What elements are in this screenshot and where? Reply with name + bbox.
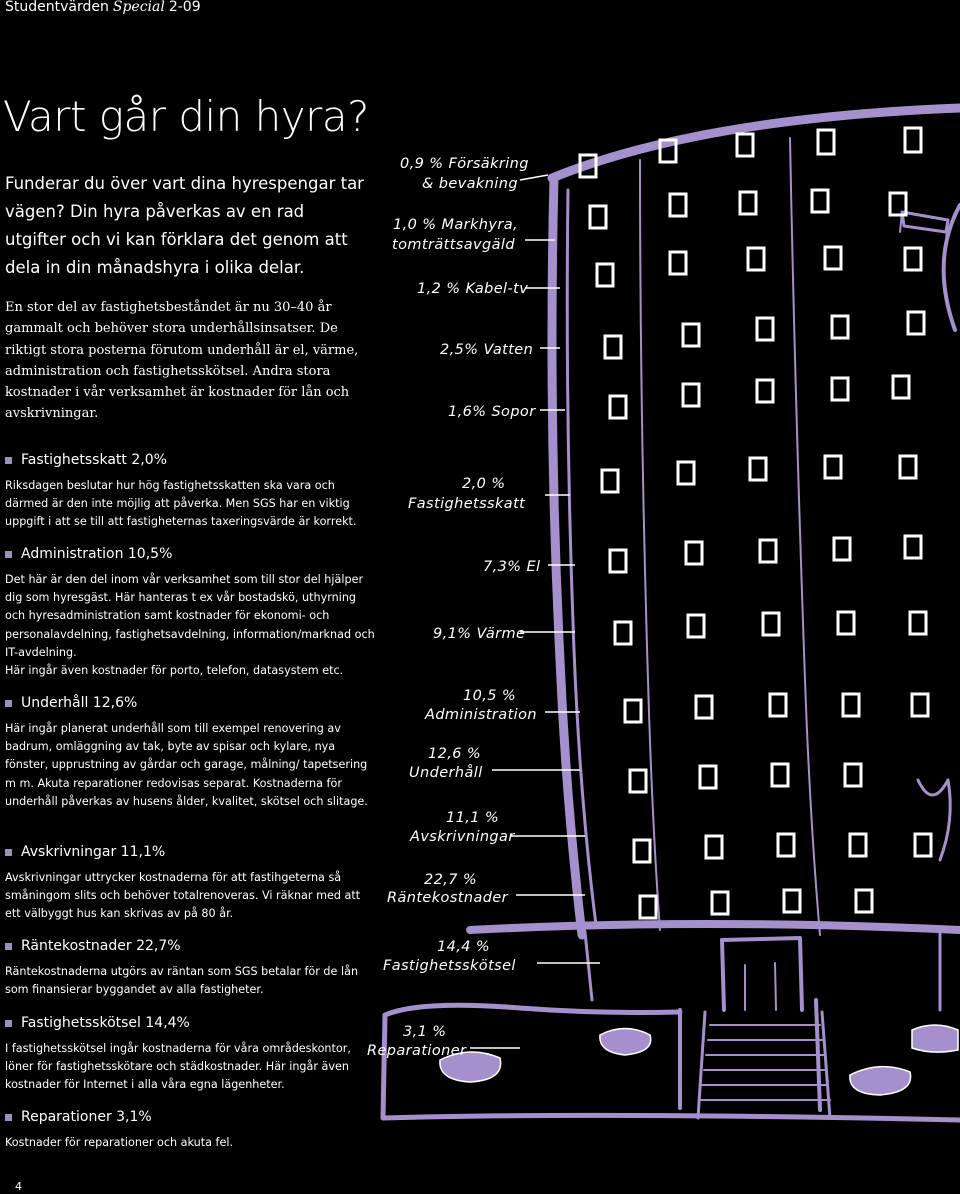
label-fastighetsskotsel: 14,4 %: [437, 939, 491, 955]
page-title: Vart går din hyra?: [3, 92, 369, 141]
label-administration-2: Administration: [425, 707, 537, 723]
label-markhyra-2: tomträttsavgäld: [392, 237, 515, 253]
label-varme: 9,1% Värme: [433, 626, 526, 642]
label-vatten: 2,5% Vatten: [440, 342, 534, 358]
label-forsakring-2: & bevakning: [422, 176, 518, 192]
section-body: Riksdagen beslutar hur hög fastighetsskatten ska vara och därmed är den inte möjlig att påverka. Men SGS har en viktig uppgift i att se till att fastigheternas taxeringsvärde är korrekt.: [5, 479, 357, 529]
section-body: Här ingår planerat underhåll som till exempel renovering av badrum, omläggning av tak, byte av spisar och kylare, nya fönster, upprustning av gårdar och garage, målning/ tapetsering m m. Akuta reparationer redovisas separat. Kostnaderna för underhåll påverkas av husens ålder, kvalitet, skötsel och slitage.: [5, 722, 368, 808]
section-body: Avskrivningar uttrycker kostnaderna för att fastihgeterna så småningom slits och behöver totalrenoveras. Vi räknar med att ett välbyggt hus kan skrivas av på 80 år.: [5, 871, 361, 921]
label-fastighetsskatt: 2,0 %: [462, 476, 506, 492]
label-rantekostnader-2: Räntekostnader: [387, 890, 509, 906]
label-avskrivningar: 11,1 %: [446, 810, 500, 826]
intro-paragraph: Funderar du över vart dina hyrespengar tar vägen? Din hyra påverkas av en rad utgifter och vi kan förklara det genom att dela in din månadshyra i olika delar.: [5, 174, 364, 277]
section-body: I fastighetsskötsel ingår kostnaderna för våra områdeskontor, löner för fastighetsskötare och städkostnader. Här ingår även kostnader för Internet i alla våra egna lägenheter.: [5, 1042, 351, 1092]
section-heading: Administration 10,5%: [5, 546, 375, 562]
cost-labels: [367, 156, 540, 1059]
section-heading: Räntekostnader 22,7%: [5, 938, 375, 954]
section-body: Räntekostnaderna utgörs av räntan som SGS betalar för de lån som finansierar byggandet av alla fastigheter.: [5, 965, 359, 997]
label-administration: 10,5 %: [463, 688, 517, 704]
section-heading: Reparationer 3,1%: [5, 1109, 375, 1125]
magazine-name: Studentvärden: [5, 0, 109, 15]
label-rantekostnader: 22,7 %: [424, 872, 478, 888]
label-markhyra: 1,0 % Markhyra,: [393, 217, 519, 233]
label-forsakring: 0,9 % Försäkring: [400, 156, 529, 172]
label-reparationer: 3,1 %: [403, 1024, 447, 1040]
label-underhall-2: Underhåll: [409, 765, 483, 781]
label-underhall: 12,6 %: [428, 746, 482, 762]
label-avskrivningar-2: Avskrivningar: [410, 829, 515, 845]
section-heading: Fastighetsskötsel 14,4%: [5, 1015, 375, 1031]
label-fastighetsskotsel-2: Fastighetsskötsel: [383, 958, 516, 974]
label-reparationer-2: Reparationer: [367, 1043, 467, 1059]
label-sopor: 1,6% Sopor: [448, 404, 536, 420]
section-body-extra: Här ingår även kostnader för porto, telefon, datasystem etc.: [5, 664, 344, 678]
serif-paragraph: En stor del av fastighetsbeståndet är nu 30–40 år gammalt och behöver stora underhållsinsatser. De riktigt stora posterna förutom underhåll är el, värme, administration och fastighetsskötsel. Andra stora kostnader i vår verksamhet är kostnader för lån och avskrivningar.: [5, 300, 359, 422]
page-number: 4: [15, 1180, 22, 1193]
section-heading: Underhåll 12,6%: [5, 695, 375, 711]
label-kabel-tv: 1,2 % Kabel-tv: [417, 281, 529, 297]
section-heading: Avskrivningar 11,1%: [5, 844, 375, 860]
special-label: Special: [112, 0, 165, 15]
label-el: 7,3% El: [483, 559, 541, 575]
section-heading: Fastighetsskatt 2,0%: [5, 452, 375, 468]
issue-number: 2-09: [168, 0, 201, 15]
section-body: Kostnader för reparationer och akuta fel.: [5, 1136, 233, 1149]
label-fastighetsskatt-2: Fastighetsskatt: [408, 496, 526, 512]
section-body: Det här är den del inom vår verksamhet som till stor del hjälper dig som hyresgäst. Här hanteras t ex vår bostadskö, uthyrning och hyresadministration samt kostnader för ekonomi- och personalavdelning, fastighetsavdelning, information/marknad och IT-avdelning.: [5, 573, 375, 659]
